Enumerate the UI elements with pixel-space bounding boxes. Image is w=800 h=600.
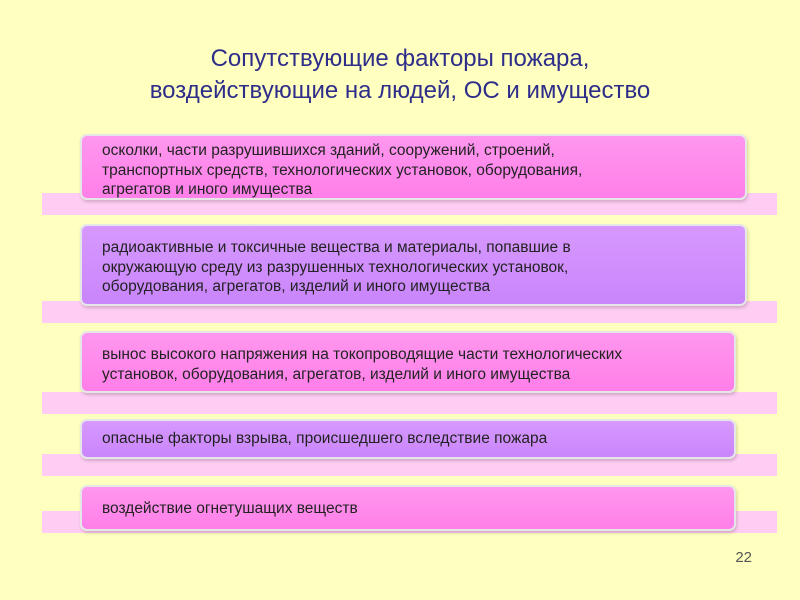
factor-card-high-voltage xyxy=(80,331,736,393)
card-text-line: осколки, части разрушившихся зданий, сооружений, строений, xyxy=(102,142,555,159)
card-text-line: вынос высокого напряжения на токопроводящие части технологических xyxy=(102,346,623,363)
slide-title-line-1: Сопутствующие факторы пожара, xyxy=(210,45,590,72)
card-text-line: оборудования, агрегатов, изделий и иного имущества xyxy=(102,278,491,295)
card-text-line: воздействие огнетушащих веществ xyxy=(102,500,358,517)
card-text-line: агрегатов и иного имущества xyxy=(102,181,313,198)
factor-card-toxic xyxy=(80,224,747,306)
background-band xyxy=(42,392,777,414)
slide-title xyxy=(0,43,800,107)
card-text-line: установок, оборудования, агрегатов, изделий и иного имущества xyxy=(102,365,571,383)
card-text-line: окружающую среду из разрушенных технологических установок, xyxy=(102,258,569,276)
factor-card-explosion xyxy=(80,419,736,459)
slide-title-line-2: воздействующие на людей, ОС и имущество xyxy=(149,77,651,104)
card-text-line: опасные факторы взрыва, происшедшего вследствие пожара xyxy=(102,430,548,447)
factor-card-debris xyxy=(80,134,747,200)
factor-card-extinguishing xyxy=(80,485,736,531)
card-text-line: транспортных средств, технологических установок, оборудования, xyxy=(102,161,583,179)
page-number: 22 xyxy=(735,549,752,566)
card-text-line: радиоактивные и токсичные вещества и материалы, попавшие в xyxy=(102,239,571,256)
